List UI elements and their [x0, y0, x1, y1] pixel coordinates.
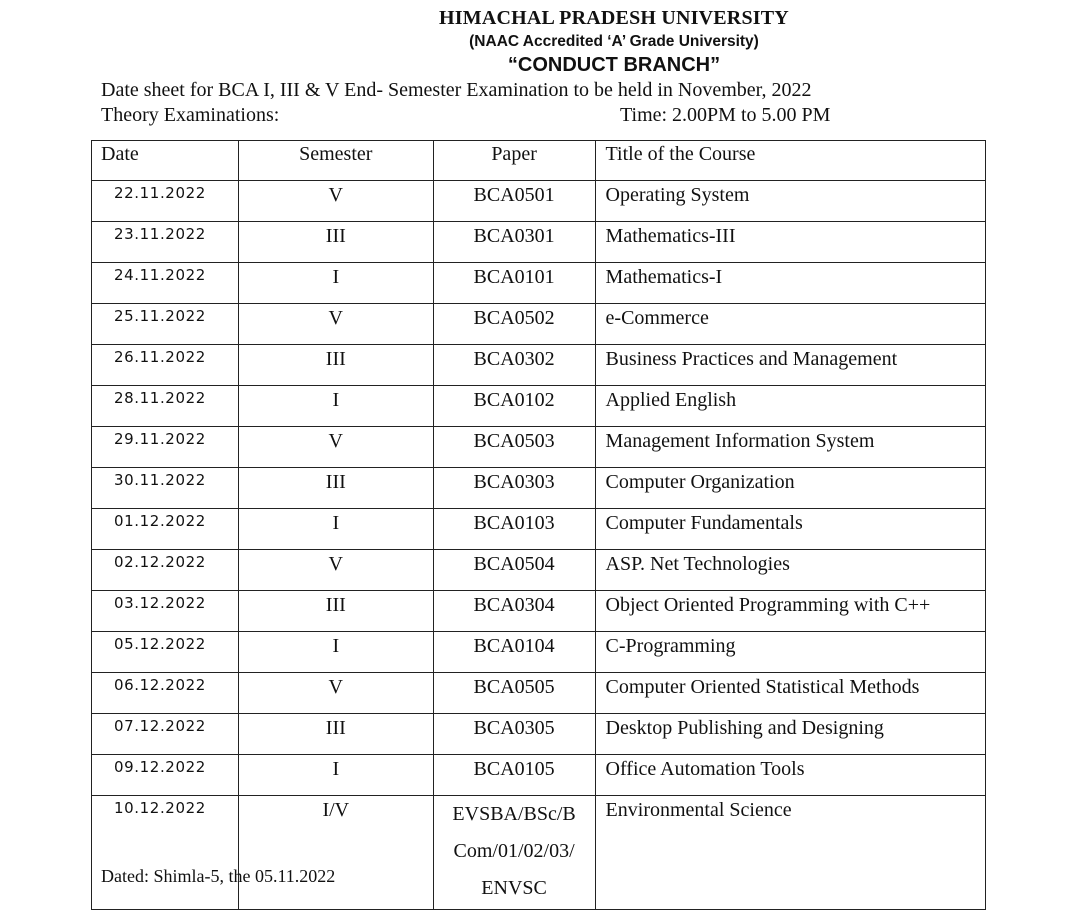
- cell-paper: BCA0501: [433, 181, 595, 222]
- dated-footer: Dated: Shimla-5, the 05.11.2022: [101, 866, 336, 886]
- cell-date: 29.11.2022: [92, 427, 239, 468]
- cell-paper-line: ENVSC: [481, 877, 547, 899]
- table-row: [92, 714, 986, 755]
- cell-paper: BCA0101: [433, 263, 595, 304]
- cell-paper: BCA0105: [433, 755, 595, 796]
- cell-date: 02.12.2022: [92, 550, 239, 591]
- cell-semester: III: [238, 345, 433, 386]
- table-row: [92, 796, 986, 910]
- cell-paper: BCA0305: [433, 714, 595, 755]
- table-row: [92, 550, 986, 591]
- cell-date: 24.11.2022: [92, 263, 239, 304]
- cell-course-title: Computer Organization: [595, 468, 985, 509]
- cell-paper-line: EVSBA/BSc/B: [452, 803, 576, 825]
- cell-semester: III: [238, 468, 433, 509]
- header-date: Date: [92, 141, 239, 181]
- header-course-title: Title of the Course: [595, 141, 985, 181]
- cell-course-title: Computer Fundamentals: [595, 509, 985, 550]
- cell-course-title: Operating System: [595, 181, 985, 222]
- cell-date: 26.11.2022: [92, 345, 239, 386]
- cell-date: 03.12.2022: [92, 591, 239, 632]
- table-row: [92, 427, 986, 468]
- cell-semester: V: [238, 181, 433, 222]
- cell-course-title: Office Automation Tools: [595, 755, 985, 796]
- table-row: [92, 509, 986, 550]
- accreditation-subtitle: (NAAC Accredited ‘A’ Grade University): [469, 33, 759, 50]
- cell-course-title: Business Practices and Management: [595, 345, 985, 386]
- cell-date: 05.12.2022: [92, 632, 239, 673]
- table-row: [92, 181, 986, 222]
- cell-date: 30.11.2022: [92, 468, 239, 509]
- cell-course-title: Management Information System: [595, 427, 985, 468]
- cell-semester: V: [238, 427, 433, 468]
- cell-course-title: Mathematics-I: [595, 263, 985, 304]
- cell-semester: I: [238, 755, 433, 796]
- cell-paper: BCA0504: [433, 550, 595, 591]
- cell-paper: BCA0103: [433, 509, 595, 550]
- table-header-row: [92, 141, 986, 181]
- cell-paper: BCA0304: [433, 591, 595, 632]
- date-sheet-heading: Date sheet for BCA I, III & V End- Semester Examination to be held in November, 2022: [101, 79, 812, 101]
- table-row: [92, 673, 986, 714]
- cell-paper: [433, 796, 595, 910]
- cell-date: 23.11.2022: [92, 222, 239, 263]
- table-row: [92, 386, 986, 427]
- cell-paper: BCA0505: [433, 673, 595, 714]
- cell-semester: I: [238, 386, 433, 427]
- table-row: [92, 304, 986, 345]
- cell-course-title: ASP. Net Technologies: [595, 550, 985, 591]
- cell-semester: III: [238, 222, 433, 263]
- cell-date: 09.12.2022: [92, 755, 239, 796]
- cell-course-title: e-Commerce: [595, 304, 985, 345]
- table-row: [92, 468, 986, 509]
- table-row: [92, 263, 986, 304]
- branch-title: “CONDUCT BRANCH”: [507, 54, 721, 76]
- cell-semester: V: [238, 304, 433, 345]
- table-row: [92, 632, 986, 673]
- table-row: [92, 755, 986, 796]
- cell-date: 10.12.2022: [92, 796, 239, 910]
- cell-date: 07.12.2022: [92, 714, 239, 755]
- cell-paper: BCA0104: [433, 632, 595, 673]
- cell-course-title: Environmental Science: [595, 796, 985, 910]
- cell-paper: BCA0502: [433, 304, 595, 345]
- cell-semester: III: [238, 714, 433, 755]
- cell-date: 22.11.2022: [92, 181, 239, 222]
- table-row: [92, 222, 986, 263]
- cell-paper: BCA0301: [433, 222, 595, 263]
- cell-semester: I: [238, 509, 433, 550]
- cell-date: 28.11.2022: [92, 386, 239, 427]
- header-paper: Paper: [433, 141, 595, 181]
- table-row: [92, 345, 986, 386]
- cell-semester: I/V: [238, 796, 433, 910]
- cell-course-title: Mathematics-III: [595, 222, 985, 263]
- cell-course-title: Computer Oriented Statistical Methods: [595, 673, 985, 714]
- cell-semester: III: [238, 591, 433, 632]
- header-semester: Semester: [238, 141, 433, 181]
- date-sheet-table: [91, 140, 986, 910]
- university-title: HIMACHAL PRADESH UNIVERSITY: [439, 7, 789, 29]
- cell-course-title: Applied English: [595, 386, 985, 427]
- cell-date: 01.12.2022: [92, 509, 239, 550]
- cell-paper: BCA0102: [433, 386, 595, 427]
- cell-date: 25.11.2022: [92, 304, 239, 345]
- cell-paper: BCA0503: [433, 427, 595, 468]
- cell-semester: I: [238, 632, 433, 673]
- theory-exam-label: Theory Examinations:: [101, 104, 280, 126]
- cell-course-title: Object Oriented Programming with C++: [595, 591, 985, 632]
- cell-paper: BCA0302: [433, 345, 595, 386]
- cell-course-title: C-Programming: [595, 632, 985, 673]
- cell-semester: V: [238, 550, 433, 591]
- cell-course-title: Desktop Publishing and Designing: [595, 714, 985, 755]
- exam-time: Time: 2.00PM to 5.00 PM: [620, 104, 831, 126]
- cell-paper-line: Com/01/02/03/: [453, 840, 575, 862]
- cell-semester: I: [238, 263, 433, 304]
- table-row: [92, 591, 986, 632]
- cell-semester: V: [238, 673, 433, 714]
- cell-date: 06.12.2022: [92, 673, 239, 714]
- cell-paper: BCA0303: [433, 468, 595, 509]
